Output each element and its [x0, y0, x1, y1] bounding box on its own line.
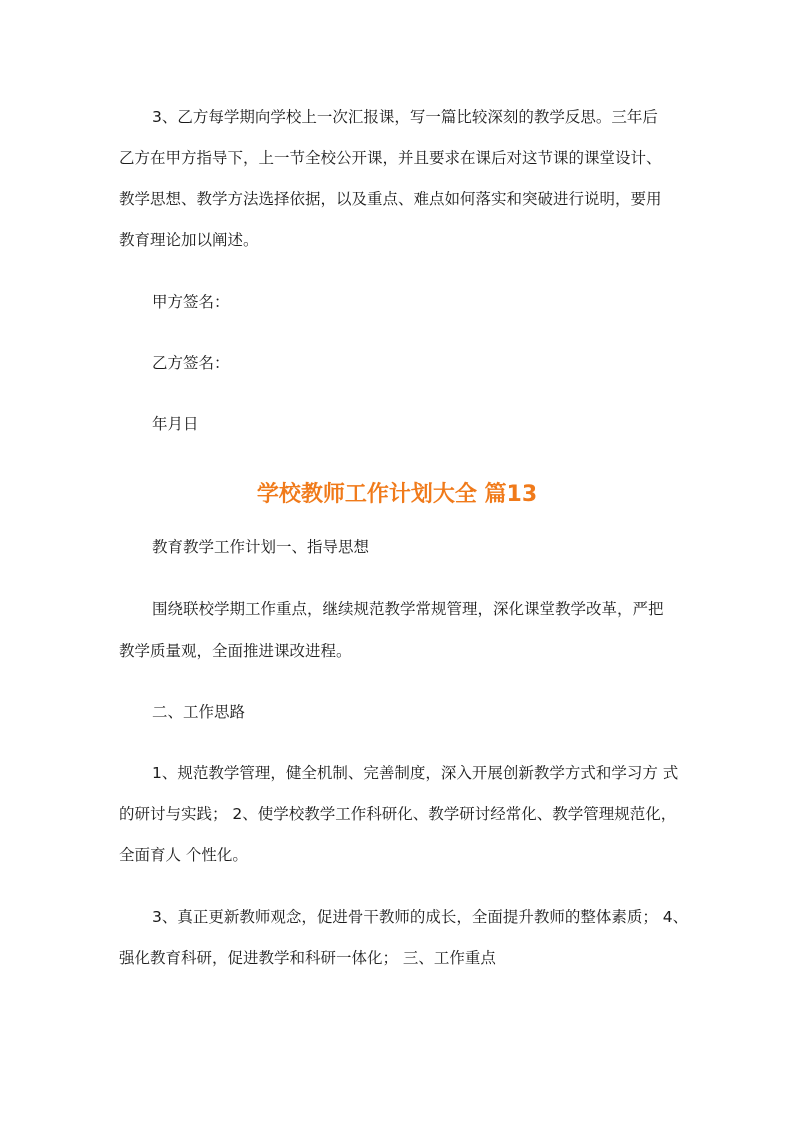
- text-line: 3、乙方每学期向学校上一次汇报课，写一篇比较深刻的教学反思。三年后: [152, 108, 658, 126]
- text-line: 教育教学工作计划一、指导思想: [152, 538, 370, 556]
- signature-label: 乙方签名：: [152, 354, 230, 372]
- text-line: 围绕联校学期工作重点，继续规范教学常规管理，深化课堂教学改革，严把: [152, 600, 664, 618]
- text-line: 的研讨与实践； 2、使学校教学工作科研化、教学研讨经常化、教学管理规范化，: [119, 805, 677, 823]
- signature-label: 甲方签名：: [152, 293, 230, 311]
- date-label: 年月日: [152, 415, 199, 433]
- text-line: 3、真正更新教师观念，促进骨干教师的成长，全面提升教师的整体素质； 4、: [152, 908, 689, 926]
- text-line: 教育理论加以阐述。: [119, 231, 259, 249]
- text-line: 乙方在甲方指导下，上一节全校公开课，并且要求在课后对这节课的课堂设计、: [119, 149, 662, 167]
- text-line: 全面育人 个性化。: [119, 846, 248, 864]
- text-line: 教学思想、教学方法选择依据，以及重点、难点如何落实和突破进行说明，要用: [119, 190, 662, 208]
- section-title: 学校教师工作计划大全 篇13: [256, 482, 538, 507]
- text-line: 1、规范教学管理，健全机制、完善制度，深入开展创新教学方式和学习方 式: [152, 764, 679, 782]
- text-line: 强化教育科研，促进教学和科研一体化； 三、工作重点: [119, 949, 496, 967]
- subheading: 二、工作思路: [152, 703, 246, 721]
- text-line: 教学质量观，全面推进课改进程。: [119, 642, 352, 660]
